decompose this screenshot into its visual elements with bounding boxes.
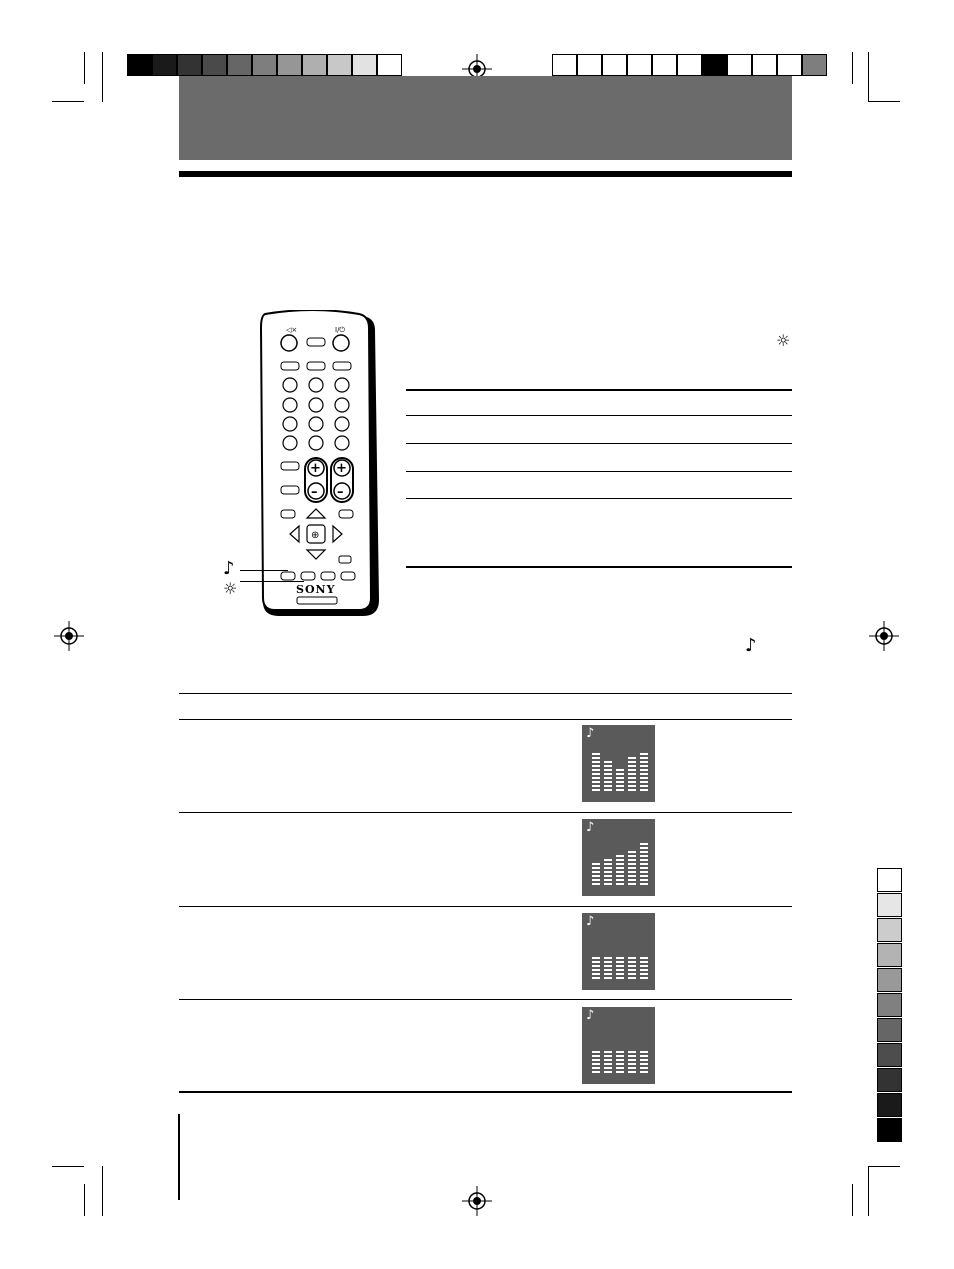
eq-band-bar xyxy=(592,957,600,979)
eq-band-bar xyxy=(604,957,612,979)
eq-band-bar xyxy=(616,769,624,791)
eq-preset-panel xyxy=(582,913,655,990)
sound-table-rule-3 xyxy=(179,906,792,907)
sound-table-rule-2 xyxy=(179,812,792,813)
eq-preset-panel xyxy=(582,1007,655,1084)
color-swatch xyxy=(702,54,727,76)
color-swatch xyxy=(202,54,227,76)
eq-band-bar xyxy=(604,1051,612,1073)
side-tab xyxy=(877,1118,902,1142)
picture-icon: ☼ xyxy=(776,331,791,350)
sound-icon: ♪ xyxy=(745,635,757,656)
color-swatch xyxy=(752,54,777,76)
picture-button-label: ☼ xyxy=(223,579,238,598)
eq-band-bar xyxy=(616,855,624,885)
side-tab xyxy=(877,993,902,1017)
color-swatch xyxy=(552,54,577,76)
color-swatch xyxy=(802,54,827,76)
sound-table-rule-4 xyxy=(179,999,792,1000)
color-swatch xyxy=(227,54,252,76)
header-band xyxy=(179,76,792,160)
color-swatch xyxy=(252,54,277,76)
sound-table-bottom-rule xyxy=(179,1091,792,1093)
color-swatch xyxy=(127,54,152,76)
registration-target-left xyxy=(54,621,84,651)
sound-table-rule-1 xyxy=(179,719,792,720)
eq-band-bar xyxy=(628,851,636,885)
registration-target-bottom xyxy=(462,1186,492,1216)
svg-text:–: – xyxy=(337,485,344,500)
picture-table-bottom-rule xyxy=(406,566,792,568)
eq-band-bar xyxy=(628,1051,636,1073)
side-tab xyxy=(877,1018,902,1042)
header-rule xyxy=(179,171,792,177)
picture-table-rule-4 xyxy=(406,498,792,499)
svg-text:+: + xyxy=(310,461,321,476)
sound-pointer-line xyxy=(240,570,288,571)
eq-band-bar xyxy=(628,757,636,791)
eq-band-bar xyxy=(640,957,648,979)
side-tab xyxy=(877,1068,902,1092)
color-swatch xyxy=(627,54,652,76)
side-tab xyxy=(877,893,902,917)
side-tab xyxy=(877,943,902,967)
remote-brand-label: SONY xyxy=(296,583,336,596)
eq-band-bar xyxy=(640,753,648,791)
picture-table-top-rule xyxy=(406,389,792,391)
color-swatch xyxy=(152,54,177,76)
eq-band-bar xyxy=(592,863,600,885)
eq-note-icon: ♪ xyxy=(586,1008,595,1023)
eq-band-bar xyxy=(640,1051,648,1073)
picture-table-rule-1 xyxy=(406,415,792,416)
color-swatch xyxy=(727,54,752,76)
side-tab xyxy=(877,868,902,892)
svg-text:⊕: ⊕ xyxy=(311,530,320,541)
color-swatch xyxy=(327,54,352,76)
picture-table-rule-2 xyxy=(406,443,792,444)
eq-band-bar xyxy=(604,859,612,885)
color-swatch xyxy=(177,54,202,76)
side-tab xyxy=(877,1093,902,1117)
eq-preset-panel xyxy=(582,725,655,802)
margin-rule xyxy=(178,1114,180,1200)
eq-band-bar xyxy=(628,957,636,979)
color-swatch xyxy=(777,54,802,76)
picture-table-rule-3 xyxy=(406,471,792,472)
side-tab xyxy=(877,918,902,942)
color-swatch xyxy=(377,54,402,76)
sound-table-top-rule xyxy=(179,693,792,694)
registration-target-right xyxy=(869,621,899,651)
eq-note-icon: ♪ xyxy=(586,914,595,929)
eq-band-bar xyxy=(616,957,624,979)
color-swatch xyxy=(277,54,302,76)
color-swatch xyxy=(652,54,677,76)
eq-note-icon: ♪ xyxy=(586,726,595,741)
color-swatch xyxy=(577,54,602,76)
eq-band-bar xyxy=(604,761,612,791)
side-tab xyxy=(877,968,902,992)
remote-control-illustration xyxy=(255,310,385,620)
color-swatch xyxy=(302,54,327,76)
eq-band-bar xyxy=(640,843,648,885)
sound-button-label: ♪ xyxy=(223,558,235,579)
color-swatch xyxy=(602,54,627,76)
eq-band-bar xyxy=(592,753,600,791)
side-tab xyxy=(877,1043,902,1067)
eq-band-bar xyxy=(592,1051,600,1073)
picture-pointer-line xyxy=(240,581,304,582)
color-swatch xyxy=(352,54,377,76)
eq-note-icon: ♪ xyxy=(586,820,595,835)
svg-text:◁×: ◁× xyxy=(286,326,298,334)
svg-text:I/⏻: I/⏻ xyxy=(335,326,345,334)
color-swatch xyxy=(677,54,702,76)
svg-text:+: + xyxy=(336,461,347,476)
eq-band-bar xyxy=(616,1051,624,1073)
svg-text:–: – xyxy=(311,485,318,500)
eq-preset-panel xyxy=(582,819,655,896)
